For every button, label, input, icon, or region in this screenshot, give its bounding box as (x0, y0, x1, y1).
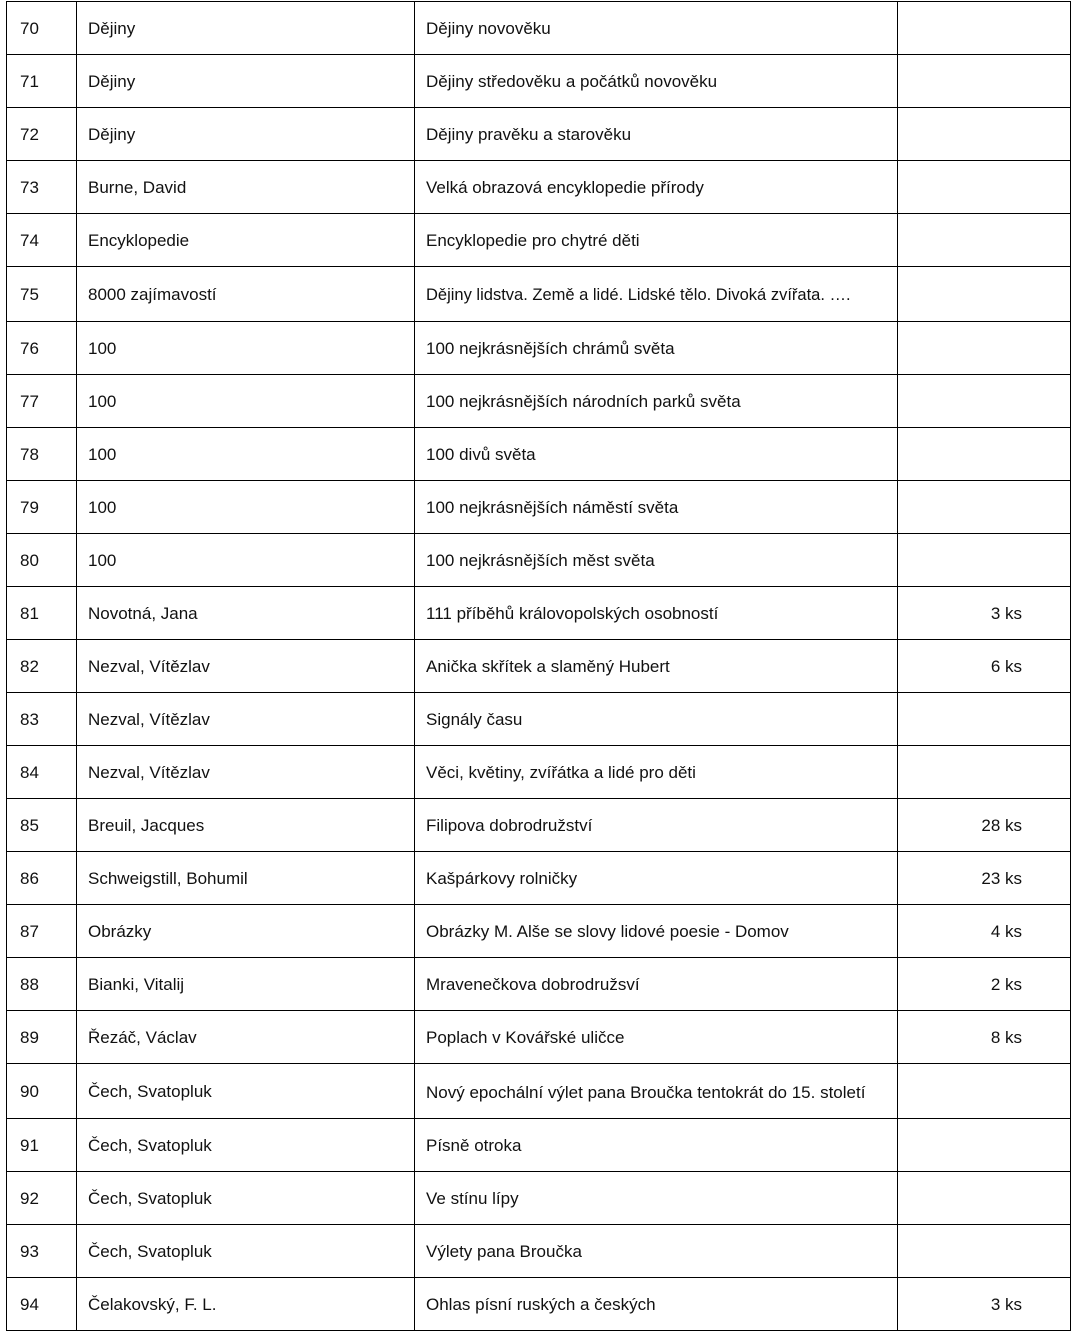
title-cell: 100 nejkrásnějších národních parků světa (415, 375, 898, 428)
author-cell: 8000 zajímavostí (77, 267, 415, 322)
author-cell: Schweigstill, Bohumil (77, 852, 415, 905)
author-cell: 100 (77, 428, 415, 481)
author-cell: Burne, David (77, 161, 415, 214)
author-cell: 100 (77, 322, 415, 375)
author-cell: Řezáč, Václav (77, 1011, 415, 1064)
quantity-cell: 6 ks (898, 640, 1071, 693)
table-row (7, 1172, 1071, 1225)
table-row (7, 1278, 1071, 1331)
author-cell: Čech, Svatopluk (77, 1064, 415, 1119)
quantity-cell (898, 322, 1071, 375)
table-row (7, 55, 1071, 108)
author-cell: Novotná, Jana (77, 587, 415, 640)
author-cell: Bianki, Vitalij (77, 958, 415, 1011)
title-cell: 100 nejkrásnějších náměstí světa (415, 481, 898, 534)
row-number-cell: 74 (7, 214, 77, 267)
quantity-cell (898, 108, 1071, 161)
table-row (7, 958, 1071, 1011)
row-number-cell: 77 (7, 375, 77, 428)
row-number-cell: 70 (7, 2, 77, 55)
title-cell: Dějiny pravěku a starověku (415, 108, 898, 161)
title-cell: Nový epochální výlet pana Broučka tentokrát do 15. století (415, 1064, 898, 1119)
title-cell: Filipova dobrodružství (415, 799, 898, 852)
title-cell: Výlety pana Broučka (415, 1225, 898, 1278)
title-cell: Signály času (415, 693, 898, 746)
title-cell: 100 nejkrásnějších měst světa (415, 534, 898, 587)
row-number-cell: 72 (7, 108, 77, 161)
author-cell: Nezval, Vítězlav (77, 640, 415, 693)
quantity-cell: 28 ks (898, 799, 1071, 852)
author-cell: Nezval, Vítězlav (77, 693, 415, 746)
table-row (7, 1064, 1071, 1119)
row-number-cell: 82 (7, 640, 77, 693)
author-cell: 100 (77, 375, 415, 428)
table-row (7, 1225, 1071, 1278)
author-cell: Dějiny (77, 55, 415, 108)
table-row (7, 267, 1071, 322)
title-cell: Anička skřítek a slaměný Hubert (415, 640, 898, 693)
quantity-cell (898, 267, 1071, 322)
quantity-cell (898, 1225, 1071, 1278)
row-number-cell: 89 (7, 1011, 77, 1064)
title-cell: Dějiny novověku (415, 2, 898, 55)
title-cell: Písně otroka (415, 1119, 898, 1172)
quantity-cell (898, 1119, 1071, 1172)
row-number-cell: 79 (7, 481, 77, 534)
title-cell: Encyklopedie pro chytré děti (415, 214, 898, 267)
title-cell: Ohlas písní ruských a českých (415, 1278, 898, 1331)
quantity-cell: 23 ks (898, 852, 1071, 905)
title-cell: Kašpárkovy rolničky (415, 852, 898, 905)
quantity-cell: 3 ks (898, 587, 1071, 640)
table-row (7, 428, 1071, 481)
quantity-cell (898, 1172, 1071, 1225)
author-cell: Dějiny (77, 2, 415, 55)
quantity-cell (898, 693, 1071, 746)
quantity-cell (898, 746, 1071, 799)
row-number-cell: 85 (7, 799, 77, 852)
quantity-cell (898, 1064, 1071, 1119)
table-row (7, 322, 1071, 375)
title-cell: Věci, květiny, zvířátka a lidé pro děti (415, 746, 898, 799)
title-cell: Dějiny lidstva. Země a lidé. Lidské tělo. Divoká zvířata. …. (415, 267, 898, 322)
row-number-cell: 83 (7, 693, 77, 746)
row-number-cell: 87 (7, 905, 77, 958)
author-cell: Čech, Svatopluk (77, 1225, 415, 1278)
table-row (7, 587, 1071, 640)
table-row (7, 693, 1071, 746)
row-number-cell: 71 (7, 55, 77, 108)
row-number-cell: 75 (7, 267, 77, 322)
row-number-cell: 73 (7, 161, 77, 214)
author-cell: 100 (77, 534, 415, 587)
quantity-cell (898, 2, 1071, 55)
row-number-cell: 86 (7, 852, 77, 905)
author-cell: Čech, Svatopluk (77, 1119, 415, 1172)
row-number-cell: 80 (7, 534, 77, 587)
title-cell: 100 nejkrásnějších chrámů světa (415, 322, 898, 375)
row-number-cell: 94 (7, 1278, 77, 1331)
title-cell: Velká obrazová encyklopedie přírody (415, 161, 898, 214)
table-row (7, 214, 1071, 267)
row-number-cell: 93 (7, 1225, 77, 1278)
quantity-cell: 3 ks (898, 1278, 1071, 1331)
row-number-cell: 88 (7, 958, 77, 1011)
row-number-cell: 76 (7, 322, 77, 375)
title-cell: Mravenečkova dobrodružsví (415, 958, 898, 1011)
author-cell: 100 (77, 481, 415, 534)
author-cell: Obrázky (77, 905, 415, 958)
table-row (7, 746, 1071, 799)
title-cell: Ve stínu lípy (415, 1172, 898, 1225)
table-row (7, 852, 1071, 905)
quantity-cell (898, 375, 1071, 428)
quantity-cell (898, 481, 1071, 534)
table-row (7, 108, 1071, 161)
quantity-cell (898, 534, 1071, 587)
quantity-cell (898, 161, 1071, 214)
table-row (7, 2, 1071, 55)
quantity-cell: 4 ks (898, 905, 1071, 958)
quantity-cell: 2 ks (898, 958, 1071, 1011)
table-body (7, 2, 1071, 1331)
quantity-cell: 8 ks (898, 1011, 1071, 1064)
row-number-cell: 78 (7, 428, 77, 481)
quantity-cell (898, 214, 1071, 267)
title-cell: 111 příběhů královopolských osobností (415, 587, 898, 640)
author-cell: Encyklopedie (77, 214, 415, 267)
table-row (7, 534, 1071, 587)
quantity-cell (898, 428, 1071, 481)
table-row (7, 481, 1071, 534)
table-row (7, 640, 1071, 693)
author-cell: Čech, Svatopluk (77, 1172, 415, 1225)
row-number-cell: 84 (7, 746, 77, 799)
table-row (7, 905, 1071, 958)
row-number-cell: 92 (7, 1172, 77, 1225)
title-cell: Poplach v Kovářské uličce (415, 1011, 898, 1064)
quantity-cell (898, 55, 1071, 108)
author-cell: Dějiny (77, 108, 415, 161)
title-cell: 100 divů světa (415, 428, 898, 481)
title-cell: Obrázky M. Alše se slovy lidové poesie - Domov (415, 905, 898, 958)
row-number-cell: 91 (7, 1119, 77, 1172)
title-cell: Dějiny středověku a počátků novověku (415, 55, 898, 108)
table-row (7, 161, 1071, 214)
row-number-cell: 81 (7, 587, 77, 640)
table-row (7, 375, 1071, 428)
author-cell: Nezval, Vítězlav (77, 746, 415, 799)
table-row (7, 1119, 1071, 1172)
table-row (7, 1011, 1071, 1064)
author-cell: Breuil, Jacques (77, 799, 415, 852)
table-row (7, 799, 1071, 852)
author-cell: Čelakovský, F. L. (77, 1278, 415, 1331)
row-number-cell: 90 (7, 1064, 77, 1119)
book-inventory-table (6, 1, 1071, 1331)
